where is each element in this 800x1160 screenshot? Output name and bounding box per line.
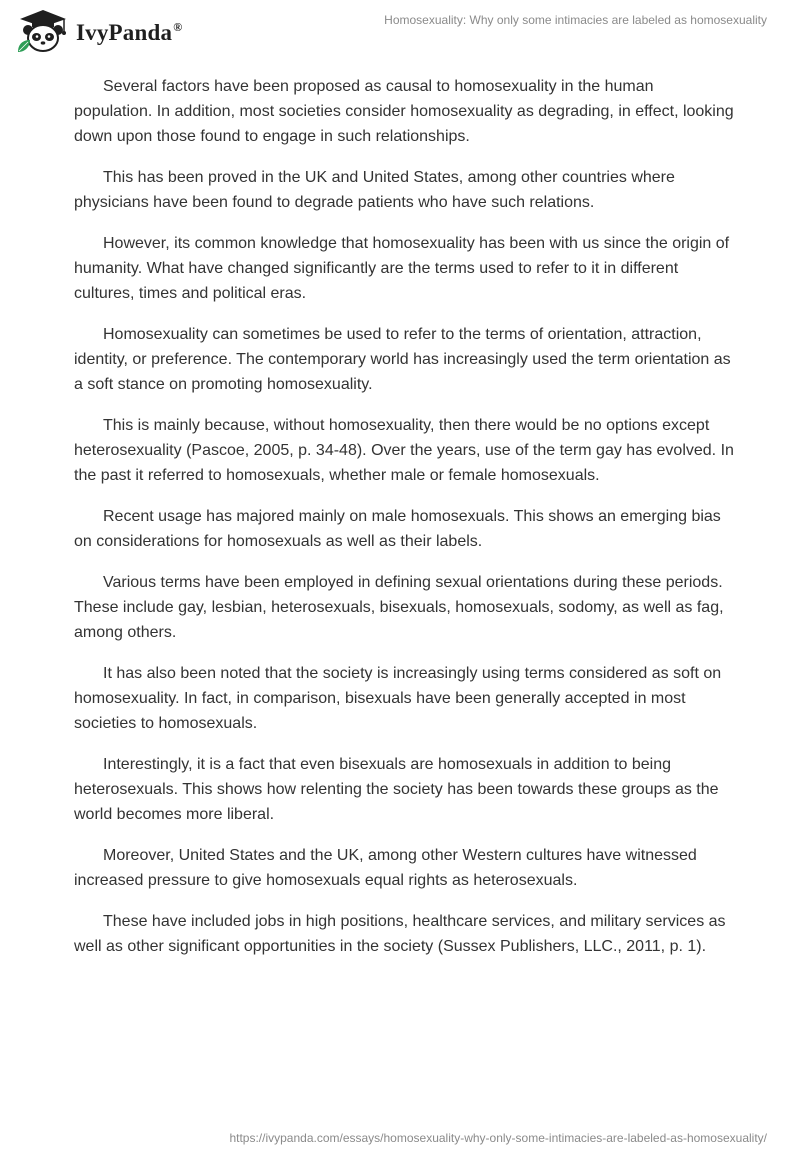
page-header bbox=[0, 0, 800, 60]
paragraph: Several factors have been proposed as causal to homosexuality in the human population. In addition, most societies consider homosexuality as degrading, in effect, looking down upon those found to engage in such relationships. bbox=[74, 78, 734, 145]
document-title: Homosexuality: Why only some intimacies are labeled as homosexuality bbox=[384, 13, 767, 27]
paragraph: Homosexuality can sometimes be used to refer to the terms of orientation, attraction, identity, or preference. The contemporary world has increasingly used the term orientation as a soft stance on promoting homosexuality. bbox=[74, 326, 731, 393]
paragraph: Interestingly, it is a fact that even bisexuals are homosexuals in addition to being heterosexuals. This shows how relenting the society has been towards these groups as the world becomes more liberal. bbox=[74, 756, 719, 823]
source-url-link[interactable]: https://ivypanda.com/essays/homosexuality-why-only-some-intimacies-are-labeled-as-homosexuality/ bbox=[229, 1131, 767, 1145]
paragraph: Various terms have been employed in defining sexual orientations during these periods. These include gay, lesbian, heterosexuals, bisexuals, homosexuals, sodomy, as well as fag, among others. bbox=[74, 574, 724, 641]
paragraph: Moreover, United States and the UK, among other Western cultures have witnessed increased pressure to give homosexuals equal rights as heterosexuals. bbox=[74, 847, 697, 889]
brand-text: IvyPanda bbox=[76, 20, 173, 45]
paragraph: This is mainly because, without homosexuality, then there would be no options except heterosexuality (Pascoe, 2005, p. 34-48). Over the years, use of the term gay has evolved. In the past it referred to homosexuals, whether male or female homosexuals. bbox=[74, 417, 734, 484]
paragraph: However, its common knowledge that homosexuality has been with us since the origin of humanity. What have changed significantly are the terms used to refer to it in different cultures, times and political eras. bbox=[74, 235, 730, 302]
paragraph: This has been proved in the UK and United States, among other countries where physicians have been found to degrade patients who have such relations. bbox=[74, 169, 675, 211]
brand-name bbox=[76, 20, 182, 46]
registered-mark: ® bbox=[173, 20, 183, 35]
essay-body bbox=[74, 74, 734, 975]
panda-graduate-icon bbox=[14, 8, 72, 54]
ivypanda-logo[interactable] bbox=[14, 8, 182, 54]
paragraph: It has also been noted that the society is increasingly using terms considered as soft on homosexuality. In fact, in comparison, bisexuals have been generally accepted in most societies to homosexuals. bbox=[74, 665, 722, 732]
paragraph: Recent usage has majored mainly on male homosexuals. This shows an emerging bias on considerations for homosexuals as well as their labels. bbox=[74, 508, 721, 550]
paragraph: These have included jobs in high positions, healthcare services, and military services as well as other significant opportunities in the society (Sussex Publishers, LLC., 2011, p. 1). bbox=[74, 913, 726, 955]
